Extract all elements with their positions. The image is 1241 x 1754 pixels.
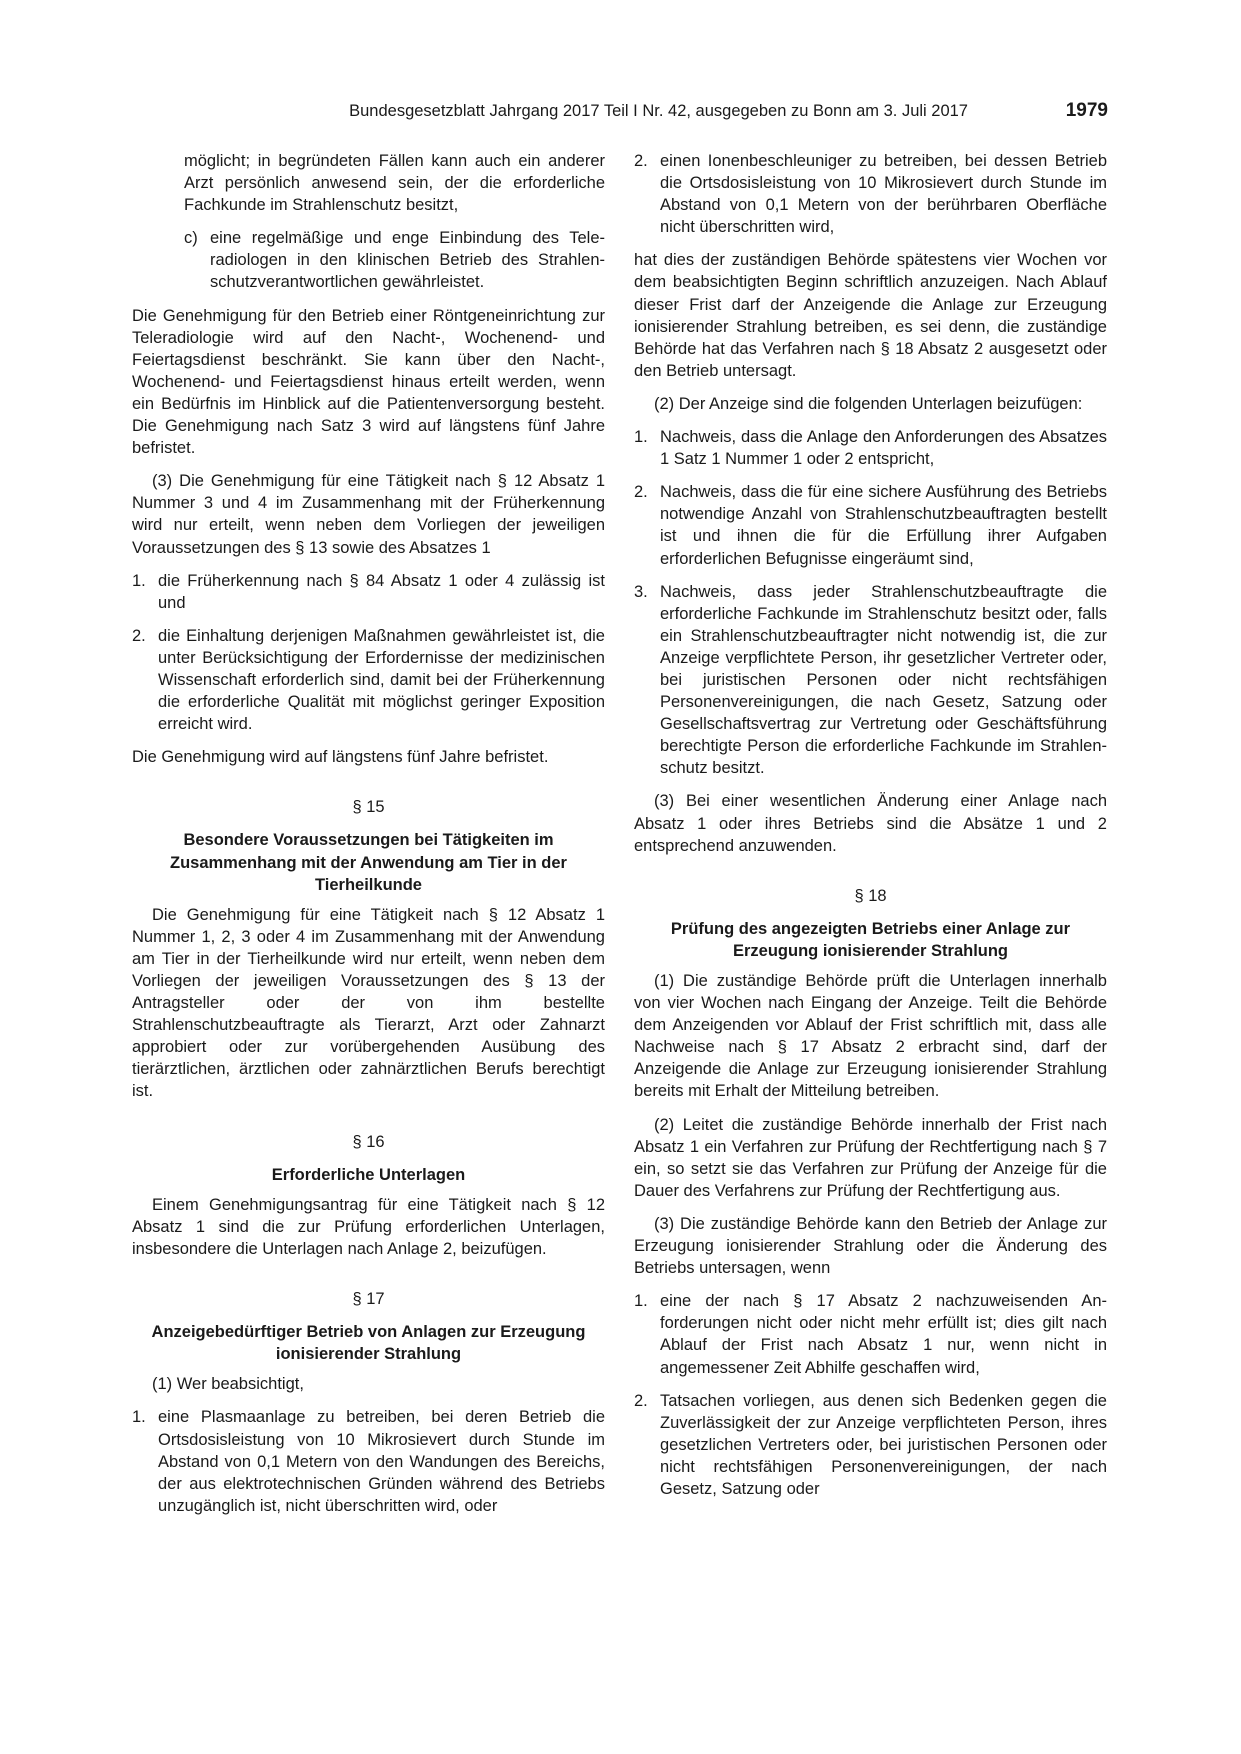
- list-item-text: Tatsachen vorliegen, aus denen sich Bedenken gegen die Zuverlässigkeit der zur Anzeige verpflichteten Person, ihres gesetzlichen Vertreters oder, bei juristischen Personen oder nicht rechtsfähigen Personenvereinigungen, der nach Gesetz, Satzung oder: [660, 1391, 1107, 1498]
- list-marker: 1.: [634, 428, 648, 447]
- list-item-text: Nachweis, dass die für eine sichere Ausführung des Betriebs notwendige Anzahl von Strahlenschutzbeauftragten bestellt ist und ihnen die für die Erfüllung ihrer Aufgaben erforderlichen Befugnisse eingeräumt sind,: [660, 483, 1107, 568]
- list-item: [634, 1390, 1107, 1500]
- running-header: Bundesgesetzblatt Jahrgang 2017 Teil I Nr. 42, ausgegeben zu Bonn am 3. Juli 2017: [349, 102, 968, 120]
- page-header: [132, 100, 1108, 126]
- section-number: § 15: [352, 798, 385, 817]
- section-title: Besondere Voraussetzungen bei Tätigkeiten im Zusammenhang mit der Anwendung am Tier in der Tierheilkunde: [170, 831, 567, 894]
- left-column: [132, 150, 605, 1528]
- page-number: 1979: [1065, 100, 1108, 121]
- list-item-text: die Früherkennung nach § 84 Absatz 1 oder 4 zulässig ist und: [158, 571, 605, 612]
- section-title: Prüfung des angezeigten Betriebs einer Anlage zur Erzeugung ionisierender Strahlung: [670, 919, 1071, 960]
- paragraph: (3) Bei einer wesentlichen Änderung einer Anlage nach Absatz 1 oder ihres Betriebs sind die Absätze 1 und 2 entsprechend anzuwenden.: [634, 792, 1107, 855]
- section-title: Anzeigebedürftiger Betrieb von Anlagen zur Erzeugung ionisierender Strahlung: [151, 1323, 586, 1364]
- paragraph: (3) Die zuständige Behörde kann den Betrieb der Anlage zur Erzeugung ionisierender Strahlung oder die Änderung des Betriebs untersagen, wenn: [634, 1214, 1107, 1278]
- paragraph: (3) Die Genehmigung für eine Tätigkeit nach § 12 Absatz 1 Nummer 3 und 4 im Zusammenhang mit der Früherkennung wird nur erteilt, wenn neben dem Vorliegen der jeweiligen Voraussetzungen des § 13 sowie des Absatzes 1: [132, 472, 605, 557]
- section-number: § 18: [854, 886, 887, 905]
- list-item-text: Nachweis, dass die Anlage den Anforderungen des Absatzes 1 Satz 1 Nummer 1 oder 2 entspricht,: [660, 428, 1107, 469]
- list-item: [132, 1406, 605, 1516]
- list-marker: 2.: [634, 152, 648, 170]
- list-marker: 1.: [634, 1292, 648, 1311]
- list-item-text: einen Ionenbeschleuniger zu betreiben, bei dessen Betrieb die Ortsdosisleistung von 10 Mikrosievert durch Stunde im Abstand von 0,1 Metern von der berührbaren Oberfläche nicht überschritten wird,: [660, 152, 1107, 237]
- list-item-text: eine Plasmaanlage zu betreiben, bei deren Betrieb die Ortsdosisleistung von 10 Mikrosievert durch Stunde im Abstand von 0,1 Metern von den Wandungen des Bereichs, der aus elektrotechnischen Gründen während des Betriebs unzugänglich ist, nicht überschritten wird, oder: [158, 1408, 605, 1515]
- section-title: Erforderliche Unterlagen: [271, 1165, 466, 1184]
- list-marker: c): [184, 229, 198, 248]
- list-item-text: Nachweis, dass jeder Strahlenschutzbeauftragte die erforderliche Fachkunde im Strahlenschutz besitzt oder, falls ein Strahlenschutzbeauftragter nicht notwendig ist, die zur Anzeige verpflichtete Person, ihr gesetzlicher Vertreter oder, bei juristischen Personen oder nicht rechtsfähigen Personenvereinigungen, die nach Gesetz, Satzung oder Gesellschaftsvertrag zur Vertretung oder Geschäftsführung berechtigte Person die erforderliche Fachkunde im Strahlenschutz besitzt.: [660, 582, 1107, 778]
- list-marker: 1.: [132, 1408, 146, 1427]
- paragraph: hat dies der zuständigen Behörde spätestens vier Wochen vor dem beabsichtigten Beginn schriftlich anzuzeigen. Nach Ablauf dieser Frist darf der Anzeigende die Anlage zur Erzeugung ionisierender Strahlung betreiben, es sei denn, die zuständige Behörde hat das Verfahren nach § 18 Absatz 2 ausgesetzt oder den Betrieb untersagt.: [634, 251, 1107, 380]
- list-marker: 1.: [132, 571, 146, 590]
- paragraph: Die Genehmigung wird auf längstens fünf Jahre befristet.: [132, 748, 549, 767]
- list-item: [634, 581, 1107, 780]
- list-item-c: [132, 227, 605, 293]
- list-item: [132, 570, 605, 614]
- list-marker: 2.: [634, 1391, 648, 1410]
- list-item-text: eine regelmäßige und enge Einbindung des Teleradiologen in den klinischen Betrieb des Strahlenschutzverantwortlichen gewährleistet.: [210, 229, 605, 292]
- list-item-text: eine der nach § 17 Absatz 2 nachzuweisenden Anforderungen nicht oder nicht mehr erfüllt ist; dies gilt nach Ablauf der Frist nach Absatz 1 nur, wenn nicht in angemessener Zeit Abhilfe geschaffen wird,: [660, 1292, 1107, 1377]
- paragraph: (2) Der Anzeige sind die folgenden Unterlagen beizufügen:: [654, 394, 1083, 413]
- list-item: [634, 481, 1107, 569]
- paragraph: (2) Leitet die zuständige Behörde innerhalb der Frist nach Absatz 1 ein Verfahren zur Prüfung der Rechtfertigung nach § 7 ein, so setzt sie das Verfahren zur Prüfung der Anzeige für die Dauer des Verfahrens zur Prüfung der Rechtfertigung aus.: [634, 1115, 1107, 1200]
- section-number: § 17: [352, 1290, 385, 1309]
- list-item: [132, 625, 605, 735]
- paragraph: (1) Die zuständige Behörde prüft die Unterlagen innerhalb von vier Wochen nach Eingang der Anzeige. Teilt die Behörde dem Anzeigenden vor Ablauf der Frist schriftlich mit, dass alle Nachweise nach § 17 Absatz 2 erbracht sind, darf der Anzeigende die Anlage zur Erzeugung ionisierender Strahlung bereits mit Erhalt der Mitteilung betreiben.: [634, 972, 1107, 1101]
- list-marker: 2.: [634, 483, 648, 502]
- right-column: [634, 150, 1107, 1511]
- item-b-continuation: möglicht; in begründeten Fällen kann auch ein anderer Arzt persönlich anwesend sein, der die erforderliche Fachkunde im Strahlenschutz besitzt,: [184, 152, 605, 215]
- list-item: [634, 426, 1107, 470]
- paragraph: Die Genehmigung für den Betrieb einer Röntgeneinrichtung zur Teleradiologie wird auf den Nacht-, Wochenend- und Feiertagsdienst beschränkt. Sie kann über den Nacht-, Wochenend- und Feiertagsdienst hinaus erteilt werden, wenn ein Bedürfnis im Hinblick auf die Patientenversorgung besteht. Die Genehmigung nach Satz 3 wird auf längstens fünf Jahre befristet.: [132, 306, 605, 458]
- paragraph: Einem Genehmigungsantrag für eine Tätigkeit nach § 12 Absatz 1 sind die zur Prüfung erforderlichen Unterlagen, insbesondere die Unterlagen nach Anlage 2, beizufügen.: [132, 1195, 605, 1258]
- section-number: § 16: [352, 1132, 385, 1151]
- list-marker: 2.: [132, 626, 146, 645]
- list-marker: 3.: [634, 582, 648, 601]
- paragraph: Die Genehmigung für eine Tätigkeit nach § 12 Absatz 1 Nummer 1, 2, 3 oder 4 im Zusammenhang mit der Anwendung am Tier in der Tierheilkunde wird nur erteilt, wenn neben dem Vorliegen der jeweiligen Voraussetzungen des § 13 der Antragsteller oder der von ihm bestellte Strahlenschutzbeauftragte als Tierarzt, Arzt oder Zahnarzt approbiert oder zur vorübergehenden Ausübung des tierärztlichen, ärztlichen oder zahnärztlichen Berufs berechtigt ist.: [132, 905, 605, 1101]
- paragraph: (1) Wer beabsichtigt,: [152, 1375, 304, 1394]
- list-item: [634, 150, 1107, 238]
- list-item-text: die Einhaltung derjenigen Maßnahmen gewährleistet ist, die unter Berücksichtigung der Erfordernisse der medizinischen Wissenschaft erforderlich sind, damit bei der Früherkennung die erforderliche Qualität mit möglichst geringer Exposition erreicht wird.: [158, 626, 605, 734]
- list-item: [634, 1290, 1107, 1378]
